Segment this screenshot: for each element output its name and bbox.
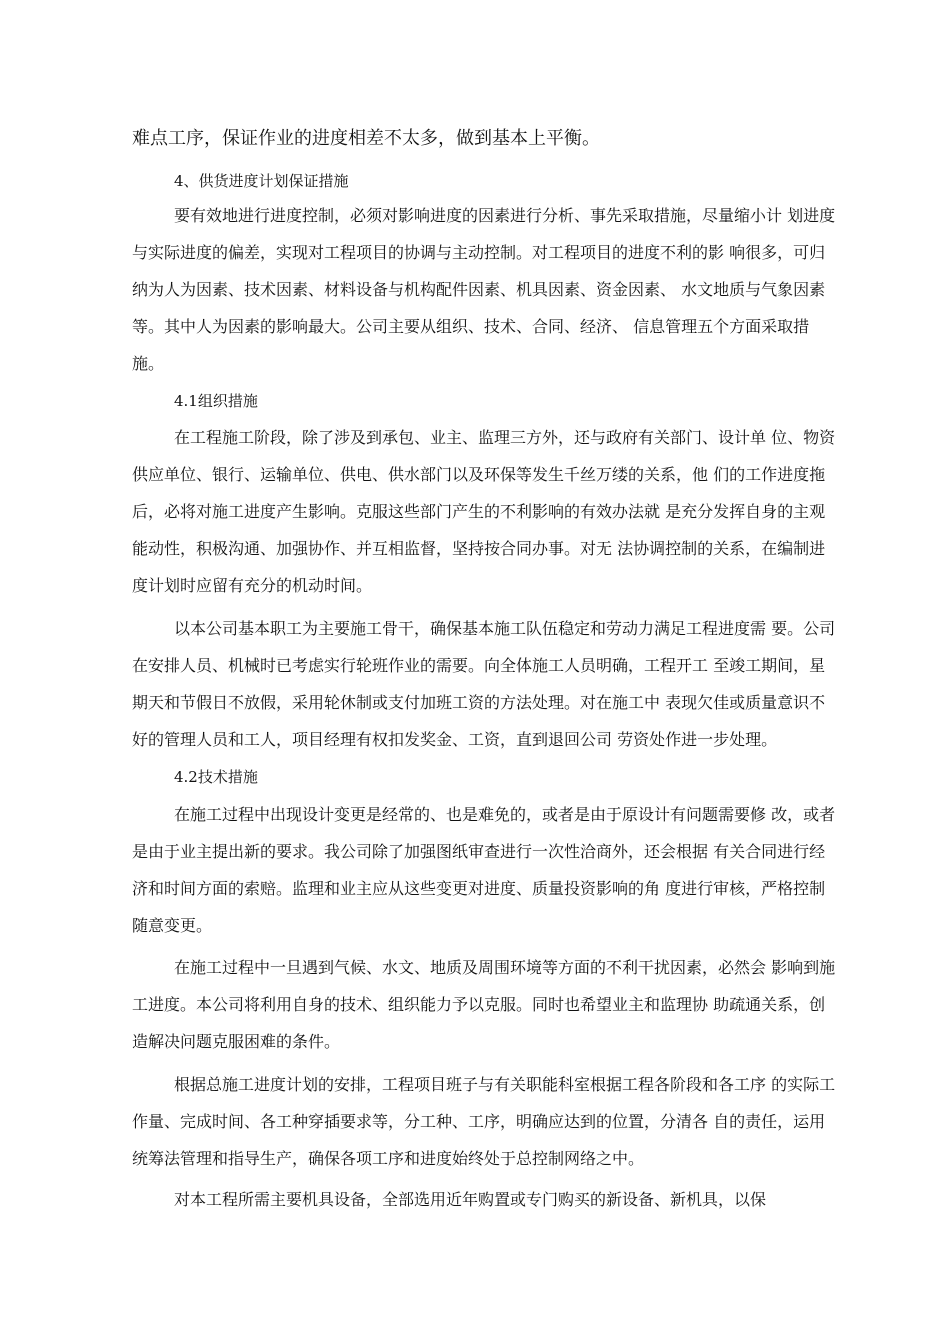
- section-4-paragraph-line: 纳为人为因素、技术因素、材料设备与机构配件因素、机具因素、资金因素、 水文地质与气象因素: [132, 280, 826, 299]
- section-4-1-paragraph-line: 以本公司基本职工为主要施工骨干，确保基本施工队伍稳定和劳动力满足工程进度需 要。公司: [174, 619, 836, 638]
- section-4-paragraph-line: 与实际进度的偏差，实现对工程项目的协调与主动控制。对工程项目的进度不利的影 响很多，可归: [132, 243, 826, 262]
- section-4-2-paragraph-line: 随意变更。: [132, 916, 213, 935]
- section-4-2-heading: 4.2技术措施: [174, 768, 258, 786]
- section-4-1-heading: 4.1组织措施: [174, 392, 258, 410]
- section-4-paragraph-line: 等。其中人为因素的影响最大。公司主要从组织、技术、合同、经济、 信息管理五个方面采取措: [132, 317, 810, 336]
- section-4-2-paragraph-line: 作量、完成时间、各工种穿插要求等，分工种、工序，明确应达到的位置，分清各 自的责任，运用: [132, 1112, 826, 1131]
- continued-text-line: 难点工序，保证作业的进度相差不太多，做到基本上平衡。: [132, 128, 600, 149]
- section-4-1-paragraph-line: 在安排人员、机械时已考虑实行轮班作业的需要。向全体施工人员明确，工程开工 至竣工期间，星: [132, 656, 826, 675]
- section-4-2-paragraph-line: 在施工过程中出现设计变更是经常的、也是难免的，或者是由于原设计有问题需要修 改，或者: [174, 805, 836, 824]
- section-4-1-paragraph-line: 期天和节假日不放假，采用轮休制或支付加班工资的方法处理。对在施工中 表现欠佳或质量意识不: [132, 693, 826, 712]
- section-4-1-paragraph-line: 能动性，积极沟通、加强协作、并互相监督，坚持按合同办事。对无 法协调控制的关系，在编制进: [132, 539, 826, 558]
- section-4-1-paragraph-line: 后，必将对施工进度产生影响。克服这些部门产生的不利影响的有效办法就 是充分发挥自身的主观: [132, 502, 826, 521]
- section-4-paragraph-line: 施。: [132, 354, 165, 373]
- section-4-2-paragraph-line: 统筹法管理和指导生产，确保各项工序和进度始终处于总控制网络之中。: [132, 1149, 645, 1168]
- section-4-2-paragraph-line: 工进度。本公司将利用自身的技术、组织能力予以克服。同时也希望业主和监理协 助疏通关系，创: [132, 995, 826, 1014]
- section-4-heading: 4、供货进度计划保证措施: [174, 172, 349, 190]
- section-4-2-paragraph-line: 造解决问题克服困难的条件。: [132, 1032, 341, 1051]
- section-4-2-paragraph-line: 是由于业主提出新的要求。我公司除了加强图纸审查进行一次性洽商外，还会根据 有关合同进行经: [132, 842, 826, 861]
- section-4-1-paragraph-line: 度计划时应留有充分的机动时间。: [132, 576, 373, 595]
- section-4-paragraph-line: 要有效地进行进度控制，必须对影响进度的因素进行分析、事先采取措施，尽量缩小计 划进度: [174, 206, 836, 225]
- section-4-1-paragraph-line: 好的管理人员和工人，项目经理有权扣发奖金、工资，直到退回公司 劳资处作进一步处理。: [132, 730, 778, 749]
- section-4-1-paragraph-line: 在工程施工阶段，除了涉及到承包、业主、监理三方外，还与政府有关部门、设计单 位、物资: [174, 428, 836, 447]
- section-4-1-paragraph-line: 供应单位、银行、运输单位、供电、供水部门以及环保等发生千丝万缕的关系，他 们的工作进度拖: [132, 465, 826, 484]
- section-4-2-paragraph-line: 济和时间方面的索赔。监理和业主应从这些变更对进度、质量投资影响的角 度进行审核，严格控制: [132, 879, 826, 898]
- section-4-2-paragraph-line: 根据总施工进度计划的安排，工程项目班子与有关职能科室根据工程各阶段和各工序 的实际工: [174, 1075, 836, 1094]
- section-4-2-paragraph-line: 对本工程所需主要机具设备，全部选用近年购置或专门购买的新设备、新机具，以保: [174, 1190, 767, 1209]
- section-4-2-paragraph-line: 在施工过程中一旦遇到气候、水文、地质及周围环境等方面的不利干扰因素，必然会 影响到施: [174, 958, 836, 977]
